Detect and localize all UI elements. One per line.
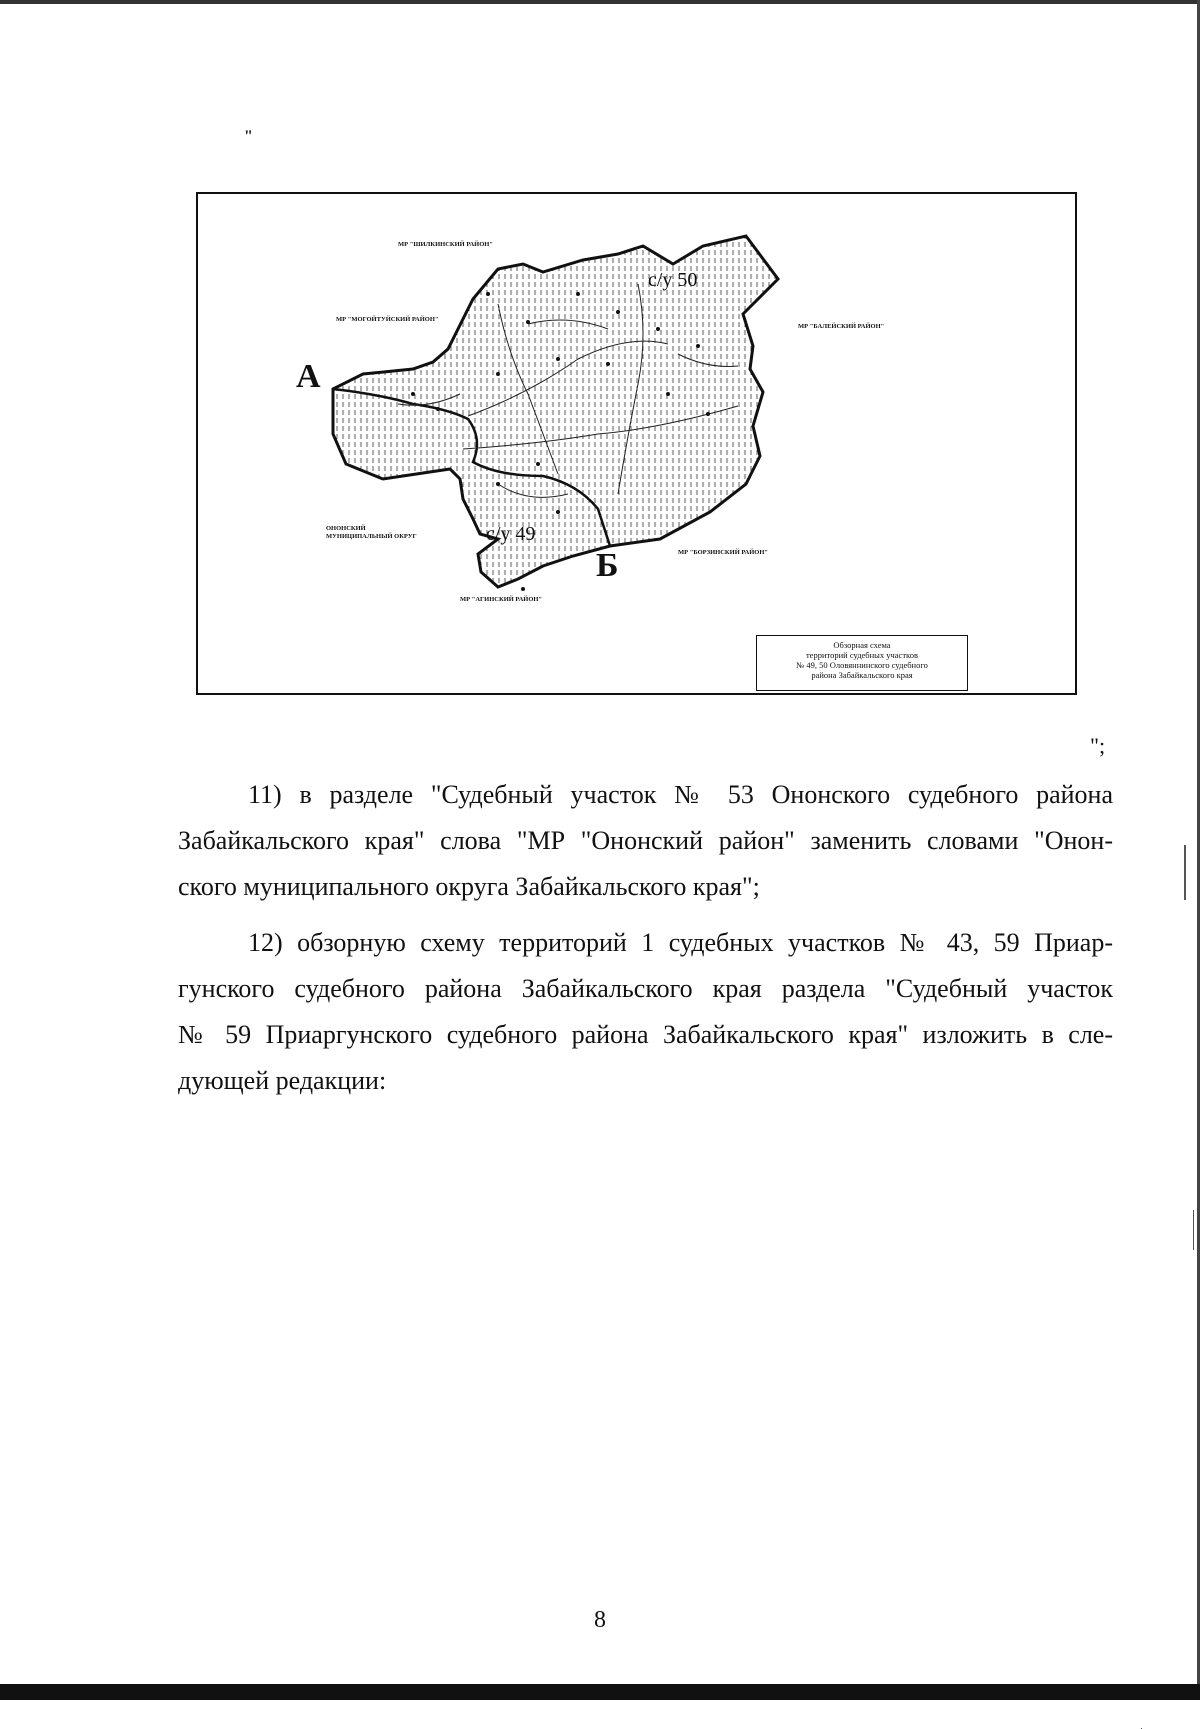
- paragraph-12: [178, 920, 1113, 1104]
- region-lower-right-label: МР "БОРЗИНСКИЙ РАЙОН": [678, 549, 768, 556]
- margin-mark: [1193, 1210, 1194, 1250]
- closing-quote: ";: [1090, 733, 1106, 758]
- legend-line-2: территорий судебных участков: [805, 650, 919, 660]
- legend-line-4: района Забайкальского края: [811, 670, 913, 680]
- opening-quote: ": [244, 128, 253, 145]
- legend-line-1: Обзорная схема: [833, 640, 891, 650]
- paragraph-12-line-3: № 59 Приаргунского судебного района Забайкальского края" изложить в сле-: [178, 1020, 1113, 1049]
- paragraph-11-line-3: ского муниципального округа Забайкальского края";: [178, 872, 760, 901]
- region-left-label-line1: ОНОНСКИЙ: [326, 525, 366, 532]
- legend-line-3: № 49, 50 Оловяннинского судебного: [796, 660, 928, 670]
- point-a-label: А: [296, 358, 321, 395]
- map-legend: [756, 635, 968, 691]
- margin-mark: [1184, 845, 1186, 900]
- district-49-label: с/у 49: [486, 523, 536, 545]
- page-number: 8: [594, 1607, 606, 1633]
- paragraph-11-line-1: 11) в разделе "Судебный участок № 53 Ононского судебного района: [248, 780, 1113, 809]
- paragraph-12-line-1: 12) обзорную схему территорий 1 судебных участков № 43, 59 Приар-: [248, 928, 1113, 957]
- district-map: [198, 194, 1075, 693]
- district-50-label: с/у 50: [648, 269, 698, 291]
- region-hatching: [328, 234, 788, 594]
- region-left-label-line2: МУНИЦИПАЛЬНЫЙ ОКРУГ: [326, 533, 417, 540]
- page-edge-top: [0, 0, 1200, 4]
- region-right-label: МР "БАЛЕЙСКИЙ РАЙОН": [798, 323, 885, 330]
- map-frame: [196, 192, 1077, 695]
- region-top-label: МР "ШИЛКИНСКИЙ РАЙОН": [398, 241, 493, 248]
- region-upper-left-label: МР "МОГОЙТУЙСКИЙ РАЙОН": [336, 316, 439, 323]
- paragraph-11-line-2: Забайкальского края" слова "МР "Ононский район" заменить словами "Онон-: [178, 826, 1113, 855]
- region-bottom-label: МР "АГИНСКИЙ РАЙОН": [460, 596, 543, 603]
- paragraph-11: [178, 772, 1113, 910]
- paragraph-12-line-2: гунского судебного района Забайкальского края раздела "Судебный участок: [178, 974, 1113, 1003]
- page-edge-bottom: [0, 1684, 1200, 1700]
- paragraph-12-line-4: дующей редакции:: [178, 1066, 387, 1095]
- point-b-label: Б: [596, 547, 619, 584]
